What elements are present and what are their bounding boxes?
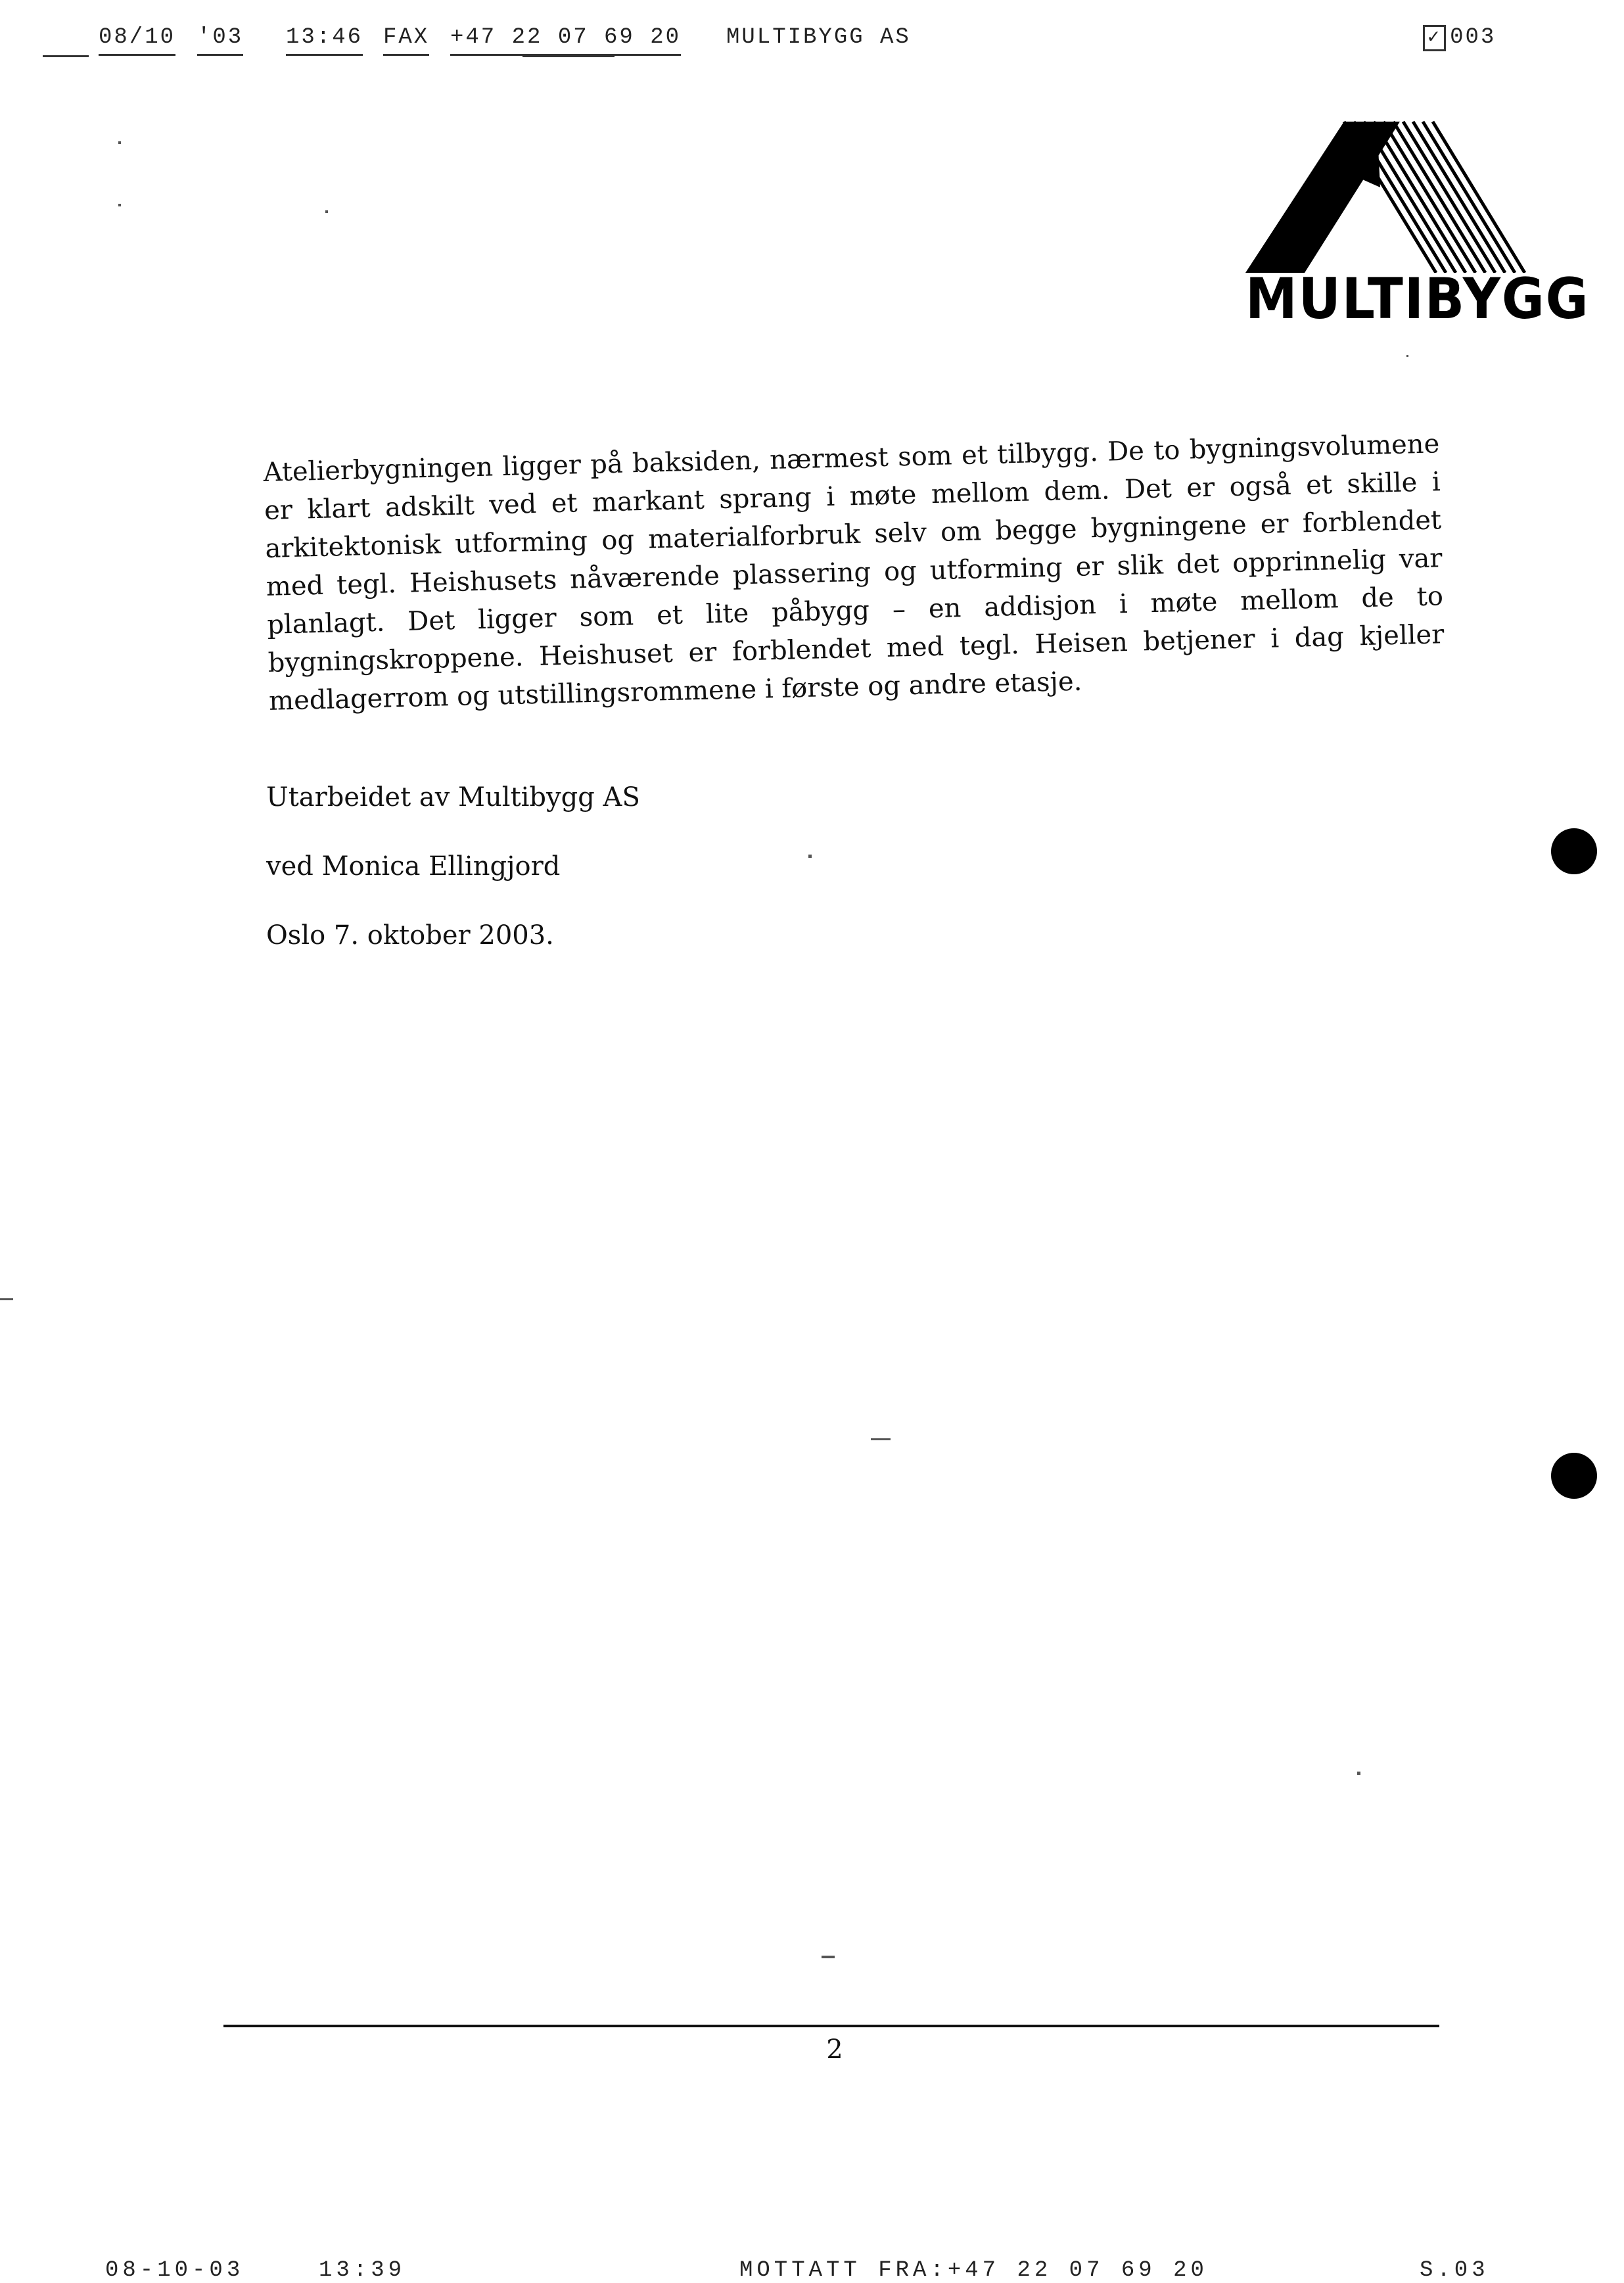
logo-mark-icon bbox=[1245, 115, 1528, 273]
logo-text: MULTIBYGG bbox=[1245, 266, 1590, 332]
author-line: ved Monica Ellingjord bbox=[266, 851, 561, 882]
scan-speck bbox=[118, 141, 121, 144]
scan-speck bbox=[1357, 1772, 1360, 1775]
scan-speck bbox=[871, 1438, 891, 1440]
fax-label: FAX bbox=[383, 25, 429, 56]
scan-speck bbox=[118, 204, 121, 206]
fax-sender: MULTIBYGG AS bbox=[726, 25, 911, 50]
fax-header bbox=[99, 25, 1512, 64]
punch-hole-icon bbox=[1551, 828, 1597, 874]
scan-speck bbox=[325, 210, 328, 213]
body-paragraph: Atelierbygningen ligger på baksiden, nærmest som et tilbygg. De to bygningsvolumene er klart adskilt ved et markant sprang i møte mellom dem. Det er også et skille i arkitektonisk utforming og materialforbruk selv om begge bygningene er forblendet med tegl. Heishusets nåværende plassering og utforming er slik det opprinnelig var planlagt. Det ligger som et lite påbygg – en addisjon i møte mellom de to bygningskroppene. Heishuset er forblendet med tegl. Heisen betjener i dag kjeller medlagerrom og utstillingsrommene i første og andre etasje. bbox=[263, 429, 1445, 717]
fax-page-box-icon: ✓ bbox=[1423, 25, 1446, 51]
scan-speck bbox=[808, 855, 812, 858]
scan-speck bbox=[822, 1956, 835, 1958]
fax-time: 13:46 bbox=[286, 25, 363, 56]
footer-rule bbox=[223, 2025, 1439, 2027]
fax-year: '03 bbox=[197, 25, 243, 56]
footer-received-from: MOTTATT FRA:+47 22 07 69 20 bbox=[739, 2258, 1208, 2283]
scan-speck bbox=[0, 1298, 13, 1300]
multibygg-logo bbox=[1245, 115, 1590, 332]
fax-date: 08/10 bbox=[99, 25, 175, 56]
fax-page-number: 003 bbox=[1450, 25, 1496, 50]
page-number: 2 bbox=[826, 2035, 843, 2065]
footer-page: S.03 bbox=[1420, 2258, 1489, 2283]
scan-speck bbox=[1406, 355, 1408, 357]
header-rule bbox=[43, 55, 89, 57]
footer-date: 08-10-03 bbox=[105, 2258, 244, 2283]
prepared-by: Utarbeidet av Multibygg AS bbox=[266, 782, 640, 812]
punch-hole-icon bbox=[1551, 1453, 1597, 1499]
footer-time: 13:39 bbox=[319, 2258, 406, 2283]
header-rule bbox=[522, 55, 615, 57]
fax-number: +47 22 07 69 20 bbox=[450, 25, 681, 56]
place-date: Oslo 7. oktober 2003. bbox=[266, 920, 554, 951]
fax-page bbox=[1423, 25, 1496, 50]
